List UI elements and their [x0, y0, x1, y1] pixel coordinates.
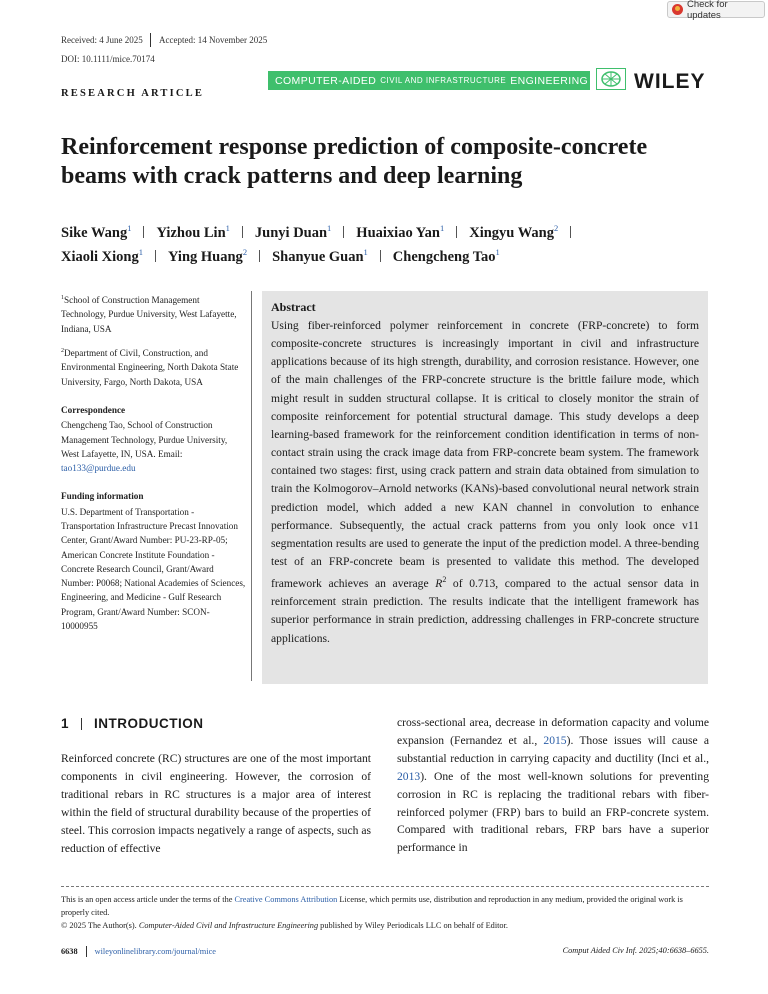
citation-link[interactable]: 2015 [543, 733, 567, 747]
author-separator [380, 250, 381, 262]
doi: DOI: 10.1111/mice.70174 [61, 54, 155, 64]
open-access-notice: This is an open access article under the terms of the Creative Commons Attribution License, which permits use, distribution and reproduction in any medium, provided the original work is properly cited. [61, 895, 683, 917]
section-title: INTRODUCTION [94, 716, 204, 731]
author-affiliation: 1 [495, 247, 500, 257]
author-separator [143, 226, 144, 238]
article-title: Reinforcement response prediction of composite-concrete beams with crack patterns and deep learning [61, 134, 648, 189]
author-separator [343, 226, 344, 238]
author-affiliation: 1 [327, 223, 332, 233]
heading-divider [81, 718, 82, 730]
abstract-box [262, 291, 708, 684]
column-divider [251, 291, 252, 681]
funding-heading: Funding information [61, 491, 144, 502]
page-footer-left [61, 946, 216, 957]
correspondence-text: Chengcheng Tao, School of Construction Management Technology, Purdue University, West Lafayette, IN, USA. Email: tao133@purdue.edu [61, 420, 228, 474]
crossmark-icon [672, 4, 683, 15]
author-affiliation: 2 [553, 223, 559, 233]
journal-name-3: ENGINEERING [510, 74, 589, 87]
author: Sike Wang [61, 224, 128, 241]
footer-divider [61, 886, 709, 887]
section-number: 1 [61, 716, 70, 731]
author: Yizhou Lin [156, 224, 226, 241]
email-link[interactable]: tao133@purdue.edu [61, 463, 136, 474]
article-type: RESEARCH ARTICLE [61, 88, 205, 99]
journal-logo-icon [596, 68, 626, 90]
check-for-updates-button[interactable] [667, 0, 765, 21]
author-separator [155, 250, 156, 262]
intro-left-column: Reinforced concrete (RC) structures are one of the most important components in civil engineering. However, the corrosion of traditional rebars in RC structures is a major area of interest within the field of structural durability because of the properties of steel. This corrosion impacts negatively a range of aspects, such as reduction of effective [61, 752, 371, 855]
author: Chengcheng Tao [392, 248, 496, 265]
received-date: Received: 4 June 2025 [61, 35, 143, 45]
author-separator [259, 250, 260, 262]
author: Huaixiao Yan [356, 224, 440, 241]
abstract-text: Using fiber-reinforced polymer reinforcement in concrete (FRP-concrete) to form composite-concrete structures is increasingly important in civil and infrastructure applications because of its high strength, durability, and corrosion resistance. However, one of the main challenges of the FRP-concrete structure is the brittle failure mode, which might result in sudden structural collapse. It is critical to closely monitor the strain of composite reinforcement for potential structural damage. This study develops a deep learning-based framework for the reinforcement condition identification in terms of non-contact strain using the crack image data from FRP-concrete beam system. The framework contained two stages: first, using crack pattern and strain data obtained from simulation to train the Kolmogorov–Arnold networks (KANs)-based convolutional neural network strain prediction model, which added a new KAN channel in convolution to enhance performance. Subsequently, the actual crack patterns from you only look once v11 segmentation results are used to generate the input of the prediction model. A three-bending test of an FRP-concrete beam is presented to validate this method. The developed framework achieves an average $R^2$ of 0.713, compared to the actual sensor data in reinforcement strain prediction. The results indicate that the intelligent framework has superior performance in strain prediction, addressing challenges in FRP-concrete structure applications. [271, 319, 700, 645]
journal-name-1: COMPUTER-AIDED [275, 74, 377, 87]
author-affiliation: 1 [127, 223, 132, 233]
author-separator [456, 226, 457, 238]
affiliation-1: $^1$School of Construction Management Technology, Purdue University, West Lafayette, Indiana, USA [61, 295, 237, 334]
check-for-updates-label: Check for updates [686, 0, 728, 21]
author: Xiaoli Xiong [61, 248, 139, 265]
journal-url-link[interactable]: wileyonlinelibrary.com/journal/mice [94, 947, 216, 956]
page-number: 6638 [61, 947, 78, 956]
author: Ying Huang [168, 248, 243, 265]
author: Junyi Duan [254, 224, 328, 241]
date-divider [150, 33, 151, 47]
affiliation-2: $^2$Department of Civil, Construction, and Environmental Engineering, North Dakota State University, Fargo, North Dakota, USA [61, 347, 239, 387]
author-affiliation: 1 [138, 247, 143, 257]
author: Xingyu Wang [469, 224, 554, 241]
author-affiliation: 1 [439, 223, 445, 233]
author: Shanyue Guan [272, 248, 364, 265]
citation-link[interactable]: 2013 [397, 769, 421, 783]
authors-line-1 [61, 218, 741, 243]
author-affiliation: 2 [242, 247, 248, 257]
copyright-notice: © 2025 The Author(s). Computer-Aided Civil and Infrastructure Engineering published by Wiley Periodicals LLC on behalf of Editor. [61, 921, 508, 930]
author-separator [570, 226, 571, 238]
journal-citation: Comput Aided Civ Inf. 2025;40:6638–6655. [562, 946, 709, 955]
author-affiliation: 1 [225, 223, 230, 233]
intro-right-column: cross-sectional area, decrease in deformation capacity and volume expansion (Fernandez et al., 2015). Those issues will cause a substantial reduction in carrying capacity and ductility (Inci et al., 2013). One of the most well-known solutions for preventing corrosion in RC is replacing the traditional rebars with fiber-reinforced polymer (FRP) bars to build an FRP-concrete system. Compared with traditional rebars, FRP bars have a superior performance in [397, 716, 709, 855]
author-separator [242, 226, 243, 238]
accepted-date: Accepted: 14 November 2025 [159, 35, 268, 45]
journal-banner [268, 71, 590, 90]
article-sidebar [61, 291, 246, 641]
journal-name-2: CIVIL AND INFRASTRUCTURE [380, 76, 507, 85]
intro-heading [61, 716, 204, 731]
publisher-logo: WILEY [634, 70, 706, 93]
license-link[interactable]: Creative Commons Attribution [234, 895, 338, 904]
correspondence-heading: Correspondence [61, 404, 126, 415]
footer-separator [86, 946, 87, 957]
funding-text: U.S. Department of Transportation - Transportation Infrastructure Precast Innovation Center, Grant/Award Number: PU-23-RP-05; American Concrete Institute Foundation - Concrete Research Council, Grant/Award Number: P0068; National Academies of Sciences, Engineering, and Medicine - Gulf Research Program, Grant/Award Number: SCON-10000955 [61, 506, 246, 632]
author-affiliation: 1 [363, 247, 368, 257]
abstract-heading: Abstract [271, 300, 316, 314]
authors-line-2 [61, 242, 741, 267]
